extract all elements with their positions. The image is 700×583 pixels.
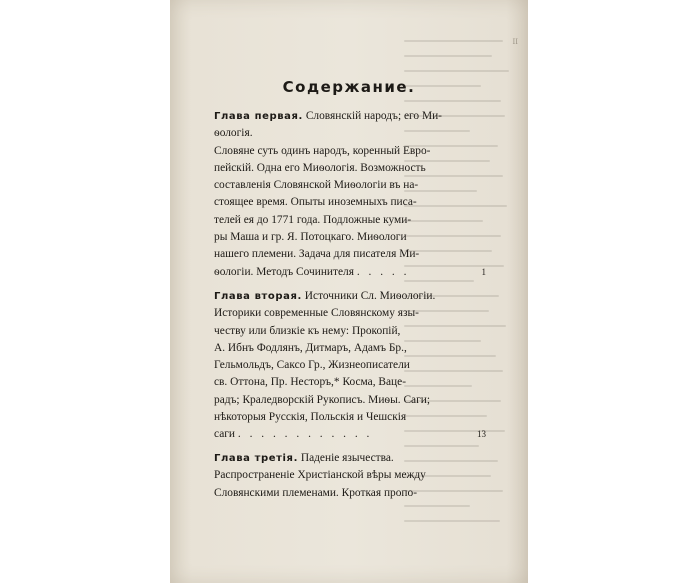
chapter-line: Паденіе язычества. (300, 452, 394, 464)
chapter-line: св. Оттона, Пр. Несторъ,* Косма, Ваце- (214, 376, 406, 389)
chapter-heading-line (214, 108, 470, 125)
chapter-line: пейскій. Одна его Миѳологія. Возможность (214, 161, 426, 174)
chapter-line: Гельмольдъ, Саксо Гр., Жизнеописатели (214, 359, 410, 372)
page-reference: 1 (481, 266, 486, 277)
chapter-line: ѳологія. (214, 127, 253, 140)
toc-chapter-1 (214, 108, 486, 281)
chapter-line: составленія Словянской Миѳологіи въ на- (214, 179, 419, 192)
page-title: Содержание. (282, 78, 416, 96)
chapter-line: ры Маша и гр. Я. Потоцкаго. Миѳологи (214, 231, 407, 244)
chapter-last-line: ѳологіи. Методъ Сочинителя (214, 265, 354, 278)
toc-chapter-3 (214, 450, 470, 502)
leader-dots: . . . . . (356, 265, 410, 278)
chapter-line: Историки современные Словянскому язы- (214, 307, 419, 320)
chapter-line: нашего племени. Задача для писателя Ми- (214, 248, 420, 261)
chapter-line: телей ея до 1771 года. Подложные куми- (214, 213, 412, 226)
chapter-heading-line (214, 450, 470, 467)
toc-chapter-2 (214, 288, 486, 444)
chapter-line: Словяне суть одинъ народъ, коренный Евро- (214, 144, 431, 157)
toc-entry-line (214, 264, 486, 281)
chapter-heading: Глава вторая. (214, 291, 302, 302)
chapter-line: Словянскій народъ; его Ми- (305, 110, 442, 122)
chapter-heading: Глава третія. (214, 453, 298, 464)
chapter-line: стоящее время. Опыты иноземныхъ писа- (214, 196, 417, 209)
chapter-last-line: саги (214, 428, 236, 441)
page-reference: 13 (477, 429, 486, 440)
chapter-line: честву или близкіе къ нему: Прокопій, (214, 324, 401, 337)
chapter-line: нѣкоторыя Русскія, Польскія и Чешскія (214, 411, 407, 424)
chapter-line: Источники Сл. Миѳологіи. (304, 290, 436, 302)
chapter-heading-line (214, 288, 470, 305)
chapter-line: А. Ибнъ Фодлянъ, Дитмаръ, Адамъ Бр., (214, 341, 407, 354)
book-page (170, 0, 528, 583)
chapter-line: Словянскими племенами. Кроткая пропо- (214, 486, 418, 499)
chapter-line: радъ; Краледворскій Рукописъ. Миѳы. Саги; (214, 393, 431, 406)
leader-dots: . . . . . . . . . . . . (237, 428, 373, 441)
chapter-line: Распространеніе Христіанской вѣры между (214, 469, 426, 482)
toc-entry-line (214, 426, 486, 443)
top-page-number: II (512, 38, 518, 46)
chapter-heading: Глава первая. (214, 111, 303, 122)
